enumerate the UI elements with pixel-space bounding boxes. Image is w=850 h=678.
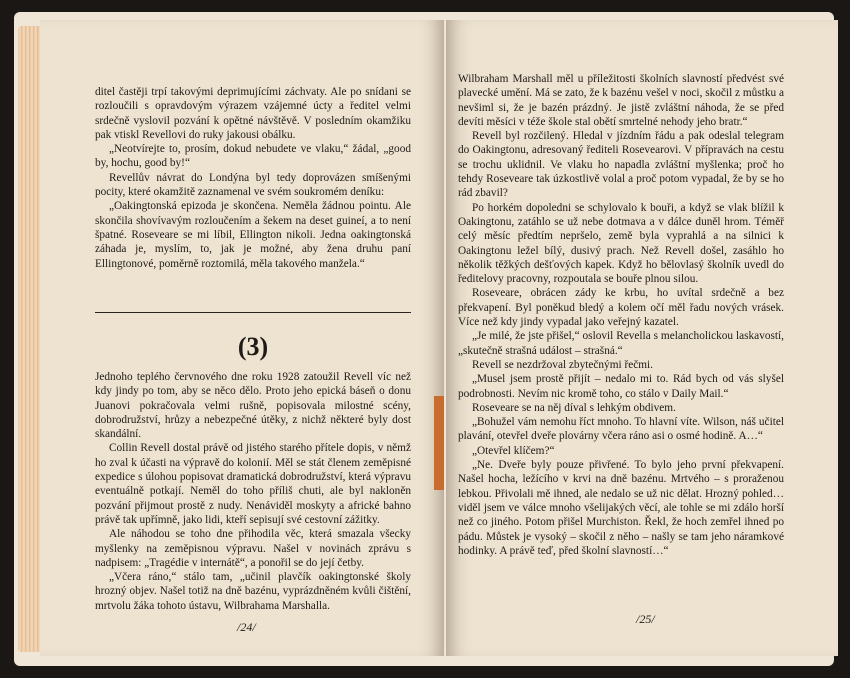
page-number: /25/: [636, 612, 655, 626]
paragraph: Po horkém dopoledni se schylovalo k bouři, a když se vlak blížil k Oakingtonu, zatáhlo se už nebe dotmava a v dálce duněl hrom. Téměř celý měsíc předtím nepršelo, země byla vyprahlá a na silnici k Oakingtonu ležel bílý, dusivý prach. Než Revell došel, zasáhlo ho několik těžkých dešťových kapek. Když ho bělovlasý školník uvedl do ředitelovy pracovny, rozpoutala se bouře plnou silou.: [458, 201, 784, 286]
chapter-divider: [95, 312, 411, 313]
paragraph: Revellův návrat do Londýna byl tedy doprovázen smíšenými pocity, které okamžitě zaznamenal ve svém soukromém deníku:: [95, 171, 411, 199]
chapter-number: (3): [237, 332, 269, 361]
paragraph: „Musel jsem prostě přijít – nedalo mi to. Rád bych od vás slyšel podrobnosti. Nevím nic kromě toho, co stálo v Daily Mail.“: [458, 373, 784, 400]
paragraph: Ale náhodou se toho dne přihodila věc, která smazala všecky myšlenky na zeměpisnou výpravu. Našel v novinách zprávu s nadpisem: „Tragédie v internátě“, a ponořil se do její četby.: [95, 528, 411, 569]
paragraph: Jednoho teplého červnového dne roku 1928 zatoužil Revell víc než kdy jindy po tom, aby se něco dělo. Proto jeho epická báseň o donu Juanovi pokračovala velmi rušně, popisovala milostné scény, dobrodružství, hrůzy a nebezpečné útěky, z nichž některé byly dost skandální.: [95, 371, 411, 441]
paragraph: ditel častěji trpí takovými deprimujícími záchvaty. Ale po snídani se rozloučili s opravdovým výrazem vzájemné úcty a ředitel velmi srdečně vyslovil pozvání k opětné návštěvě. V posledním okamžiku pak vtiskl Revellovi do ruky jakousi obálku.: [95, 86, 411, 141]
paragraph: „Ne. Dveře byly pouze přivřené. To bylo jeho první překvapení. Našel hocha, ležícího v krvi na dně bazénu. Mrtvého – s proraženou lebkou. Přivolali mě ihned, ale nedalo se už nic dělat. Hrozný pohled… viděl jsem ve válce mnoho všelijakých věcí, ale tohle se mi zdálo horší než co jiného. Potom přišel Murchiston. Řekl, že hoch zemřel ihned po pádu. Můstek je vysoký – skočil z něho – našly se tam jeho náramkové hodinky. A právě teď, před školní slavností…“: [458, 459, 784, 557]
left-page: [40, 20, 444, 656]
spine-bookmark: [434, 396, 444, 490]
paragraph: „Otevřel klíčem?“: [472, 444, 555, 457]
left-page-text-bottom: [95, 370, 411, 613]
paragraph: „Neotvírejte to, prosím, dokud nebudete ve vlaku,“ žádal, „good by, hochu, good by!“: [95, 143, 411, 170]
right-page: [446, 20, 838, 656]
paragraph: Collin Revell dostal právě od jistého starého přítele dopis, v němž ho zval k účasti na výpravě do kolonií. Měl se stát členem zeměpisné expedice s úlohou popisovat dramatická dobrodružství, která výpravu eventuálně potkají. Neměl do toho příliš chuti, ale byl nakloněn pozvání přijmout prostě z nudy. Nenáviděl moskyty a africké bahno právě tak upřímně, jako lidi, kteří sepisují své cestovní zážitky.: [95, 442, 411, 526]
paragraph: Wilbraham Marshall měl u příležitosti školních slavností předvést své plavecké umění. Má se zato, že k bazénu vešel v noci, skočil z můstku a nevšiml si, že je bazén prázdný. Je jistě zvláštní náhoda, že se před devíti měsíci v téže škole stal obětí smrtelné nehody jeho bratr.“: [458, 73, 784, 128]
paragraph: Revell byl rozčilený. Hledal v jízdním řádu a pak odeslal telegram do Oakingtonu, adresovaný řediteli Rosevearovi. V přípravách na cestu se trochu uklidnil. Ve vlaku ho napadla zvláštní myšlenka; proč ho tehdy Roseveare tak úzkostlivě volal a proč potom vypadal, že by se ho rád zbavil?: [458, 130, 784, 200]
paragraph: „Bohužel vám nemohu říct mnoho. To hlavní víte. Wilson, náš učitel plavání, otevřel dveře plovárny včera ráno asi o osmé hodině. A…“: [458, 416, 784, 443]
paragraph: „Je milé, že jste přišel,“ oslovil Revella s melancholickou laskavostí, „skutečně strašná událost – strašná.“: [458, 330, 784, 357]
left-page-text-top: [95, 85, 411, 271]
page-number: /24/: [237, 620, 256, 634]
paragraph: „Včera ráno,“ stálo tam, „učinil plavčík oakingtonské školy hrozný objev. Našel totiž na dně bazénu, vyprázdněném kvůli čištění, mrtvolu žáka tohoto ústavu, Wilbrahama Marshalla.: [95, 571, 411, 612]
right-page-text: [458, 72, 784, 558]
paragraph: Roseveare, obrácen zády ke krbu, ho uvítal srdečně a bez překvapení. Byl poněkud bledý a kolem očí měl řadu nových vrásek. Více než kdy jindy vypadal jako veřejný kazatel.: [458, 287, 784, 329]
paragraph: Roseveare se na něj díval s lehkým obdivem.: [472, 401, 676, 414]
paragraph: Revell se nezdržoval zbytečnými řečmi.: [472, 358, 653, 371]
paragraph: „Oakingtonská epizoda je skončena. Neměla žádnou pointu. Ale skončila shovívavým rozloučením a šekem na deset guineí, a to není špatné. Roseveare se mi líbil, Ellington nikoli. Jedna oakingtonská záhada je, myslím, to, jak je možné, aby žena druhu paní Ellingtonové, poměrně roztomilá, měla takového manžela.“: [95, 200, 411, 270]
